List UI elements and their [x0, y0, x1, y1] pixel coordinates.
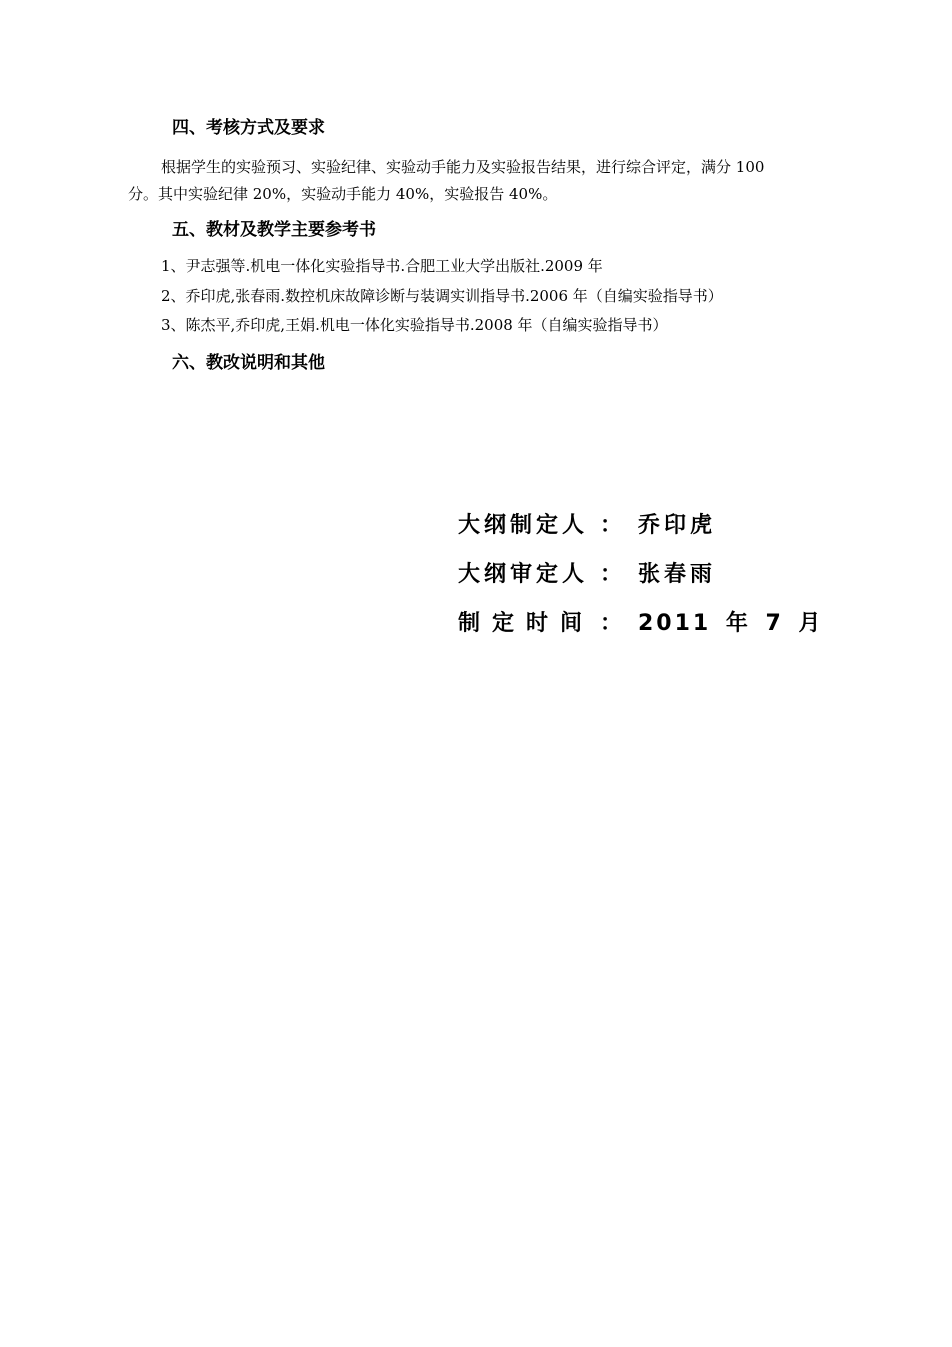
section-6-heading: 六、教改说明和其他 — [172, 353, 325, 373]
drafter-name: 乔印虎 — [638, 513, 717, 538]
date-value: 2011 年 7 月 — [638, 611, 824, 636]
reference-item-3: 3、陈杰平,乔印虎,王娟.机电一体化实验指导书.2008 年（自编实验指导书） — [161, 316, 668, 334]
reference-item-2: 2、乔印虎,张春雨.数控机床故障诊断与装调实训指导书.2006 年（自编实验指导书） — [161, 287, 723, 305]
drafter-label: 大纲制定人 — [458, 513, 589, 538]
section-4-heading: 四、考核方式及要求 — [172, 118, 325, 138]
date-label: 制定时间 — [458, 611, 595, 636]
section-4-paragraph-line-2: 分。其中实验纪律 20%，实验动手能力 40%，实验报告 40%。 — [128, 185, 558, 203]
reviewer-colon: ： — [600, 562, 623, 587]
date-colon: ： — [600, 611, 623, 636]
reviewer-name: 张春雨 — [638, 562, 717, 587]
reviewer-label: 大纲审定人 — [458, 562, 589, 587]
section-4-paragraph-line-1: 根据学生的实验预习、实验纪律、实验动手能力及实验报告结果，进行综合评定，满分 100 — [161, 158, 765, 176]
drafter-colon: ： — [600, 513, 623, 538]
reference-item-1: 1、尹志强等.机电一体化实验指导书.合肥工业大学出版社.2009 年 — [161, 257, 603, 275]
section-5-heading: 五、教材及教学主要参考书 — [172, 220, 376, 240]
